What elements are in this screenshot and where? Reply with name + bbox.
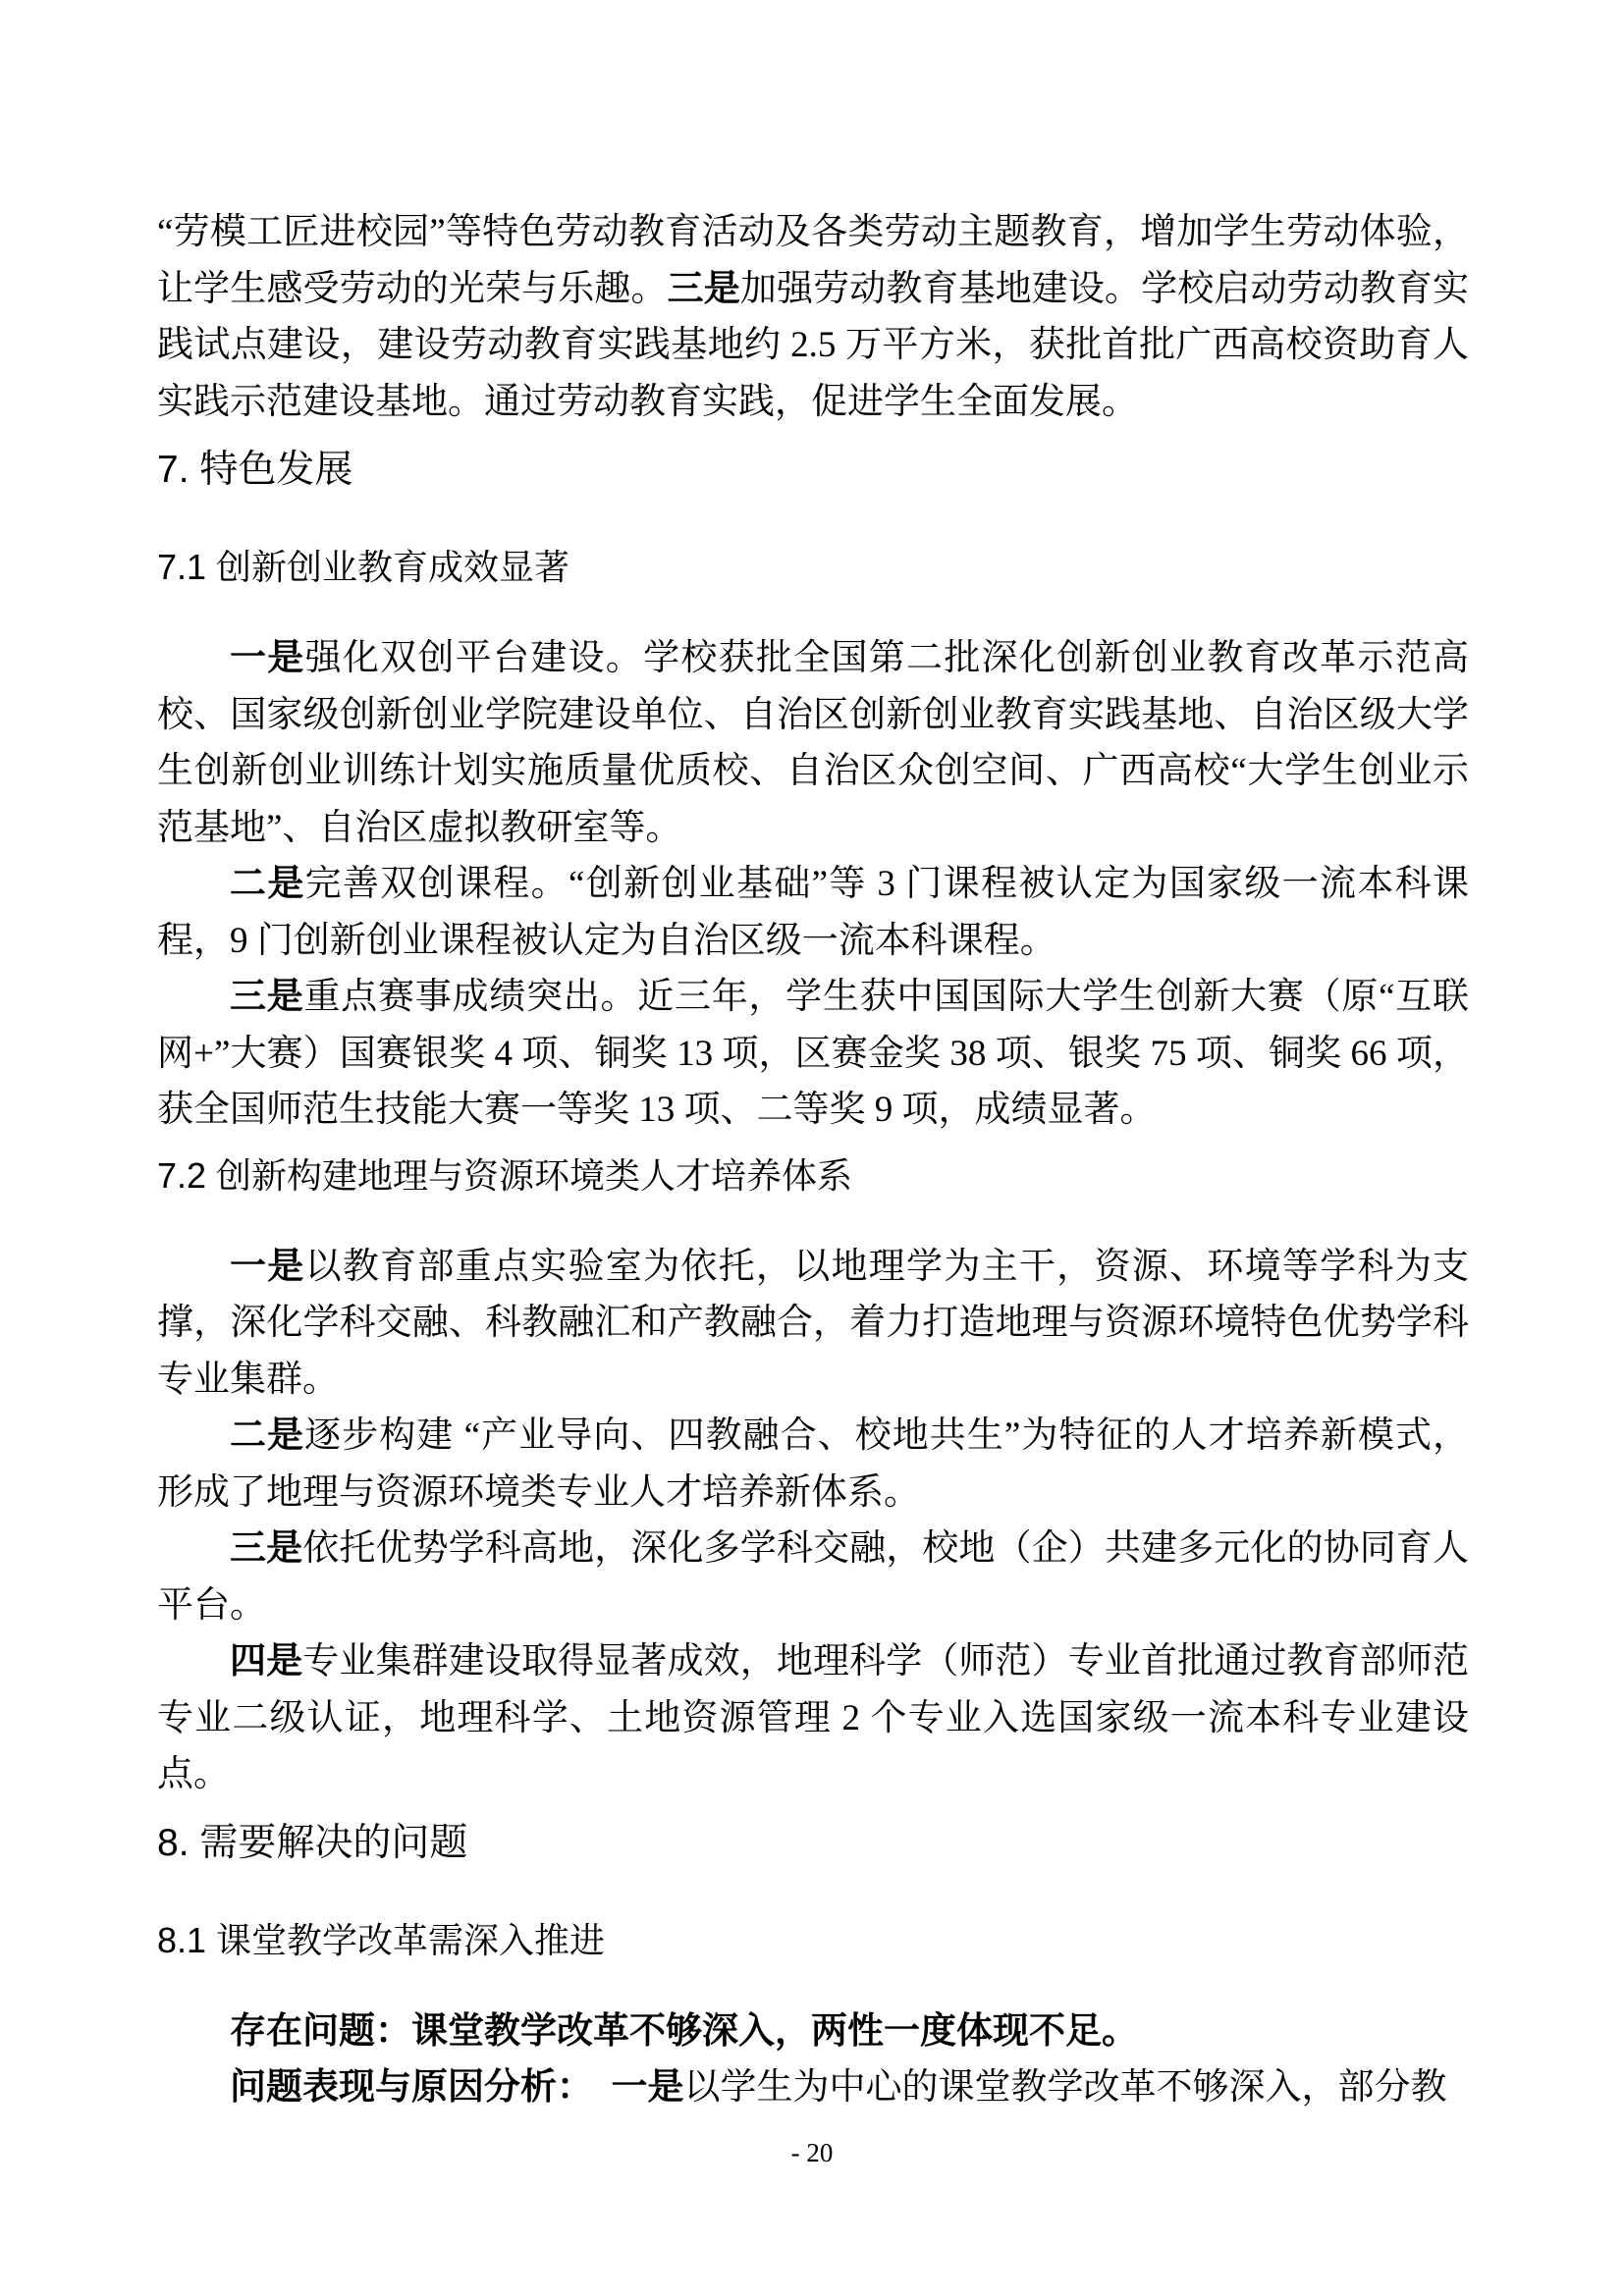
paragraph-bold-segment: 存在问题：课堂教学改革不够深入，两性一度体现不足。: [230, 2010, 1138, 2052]
paragraph-segment: 重点赛事成绩突出。近三年，学生获中国国际大学生创新大赛（原“互联网+”大赛）国赛银奖 4 项、铜奖 13 项，区赛金奖 38 项、银奖 75 项、铜奖 66 项，获全国师范生技能大赛一等奖 13 项、二等奖 9 项，成绩显著。: [157, 977, 1470, 1130]
paragraph-bold-segment: 问题表现与原因分析：: [230, 2067, 612, 2108]
paragraph: [157, 1239, 1469, 1409]
paragraph: [157, 2059, 1469, 2116]
paragraph-bold-segment: 一是: [230, 638, 305, 678]
paragraph-segment: “劳模工匠进校园”等特色劳动教育活动及各类劳动主题教育，增加学生劳动体验，让学生感受劳动的光荣与乐趣。: [157, 212, 1469, 309]
paragraph-segment: 加强劳动教育基地建设。学校启动劳动教育实践试点建设，建设劳动教育实践基地约 2.5 万平方米，获批首批广西高校资助育人实践示范建设基地。通过劳动教育实践，促进学生全面发展。: [157, 268, 1470, 422]
paragraph: [157, 204, 1469, 430]
paragraph: [157, 1408, 1469, 1521]
subsection-heading: 7.1 创新创业教育成效显著: [157, 547, 570, 587]
paragraph-segment: 逐步构建 “产业导向、四教融合、校地共生”为特征的人才培养新模式，形成了地理与资源环境类专业人才培养新体系。: [157, 1415, 1470, 1513]
paragraph: [157, 2003, 1469, 2060]
paragraph: [157, 969, 1469, 1139]
paragraph-bold-segment: 三是: [667, 268, 740, 309]
section-heading: 7. 特色发展: [157, 449, 353, 491]
paragraph: [157, 1633, 1469, 1803]
paragraph-bold-segment: 三是: [230, 1528, 303, 1569]
paragraph-bold-segment: 二是: [230, 1415, 305, 1456]
subsection-heading: 7.2 创新构建地理与资源环境类人才培养体系: [157, 1154, 853, 1196]
paragraph-bold-segment: 四是: [230, 1641, 303, 1682]
section-heading: 8. 需要解决的问题: [157, 1821, 468, 1864]
paragraph-bold-segment: 一是: [230, 1246, 305, 1287]
paragraph-segment: 以学生为中心的课堂教学改革不够深入，部分教: [683, 2067, 1447, 2108]
paragraph-segment: 专业集群建设取得显著成效，地理科学（师范）专业首批通过教育部师范专业二级认证，地理科学、土地资源管理 2 个专业入选国家级一流本科专业建设点。: [157, 1641, 1470, 1794]
paragraph: [157, 856, 1469, 969]
paragraph-segment: 完善双创课程。“创新创业基础”等 3 门课程被认定为国家级一流本科课程，9 门创新创业课程被认定为自治区级一流本科课程。: [157, 864, 1469, 961]
paragraph: [157, 1521, 1469, 1633]
document-body: [157, 204, 1469, 2116]
page-number: - 20: [790, 2138, 834, 2167]
paragraph-segment: 依托优势学科高地，深化多学科交融，校地（企）共建多元化的协同育人平台。: [157, 1528, 1470, 1626]
subsection-heading: 8.1 课堂教学改革需深入推进: [157, 1919, 606, 1960]
paragraph-bold-segment: 三是: [230, 977, 304, 1017]
paragraph-segment: 强化双创平台建设。学校获批全国第二批深化创新创业教育改革示范高校、国家级创新创业学院建设单位、自治区创新创业教育实践基地、自治区级大学生创新创业训练计划实施质量优质校、自治区众创空间、广西高校“大学生创业示范基地”、自治区虚拟教研室等。: [157, 638, 1469, 848]
paragraph-segment: 以教育部重点实验室为依托，以地理学为主干，资源、环境等学科为支撑，深化学科交融、科教融汇和产教融合，着力打造地理与资源环境特色优势学科专业集群。: [157, 1246, 1469, 1400]
paragraph-bold-segment: 二是: [230, 864, 305, 904]
paragraph: [157, 630, 1469, 856]
paragraph-bold-segment: 一是: [611, 2067, 684, 2108]
